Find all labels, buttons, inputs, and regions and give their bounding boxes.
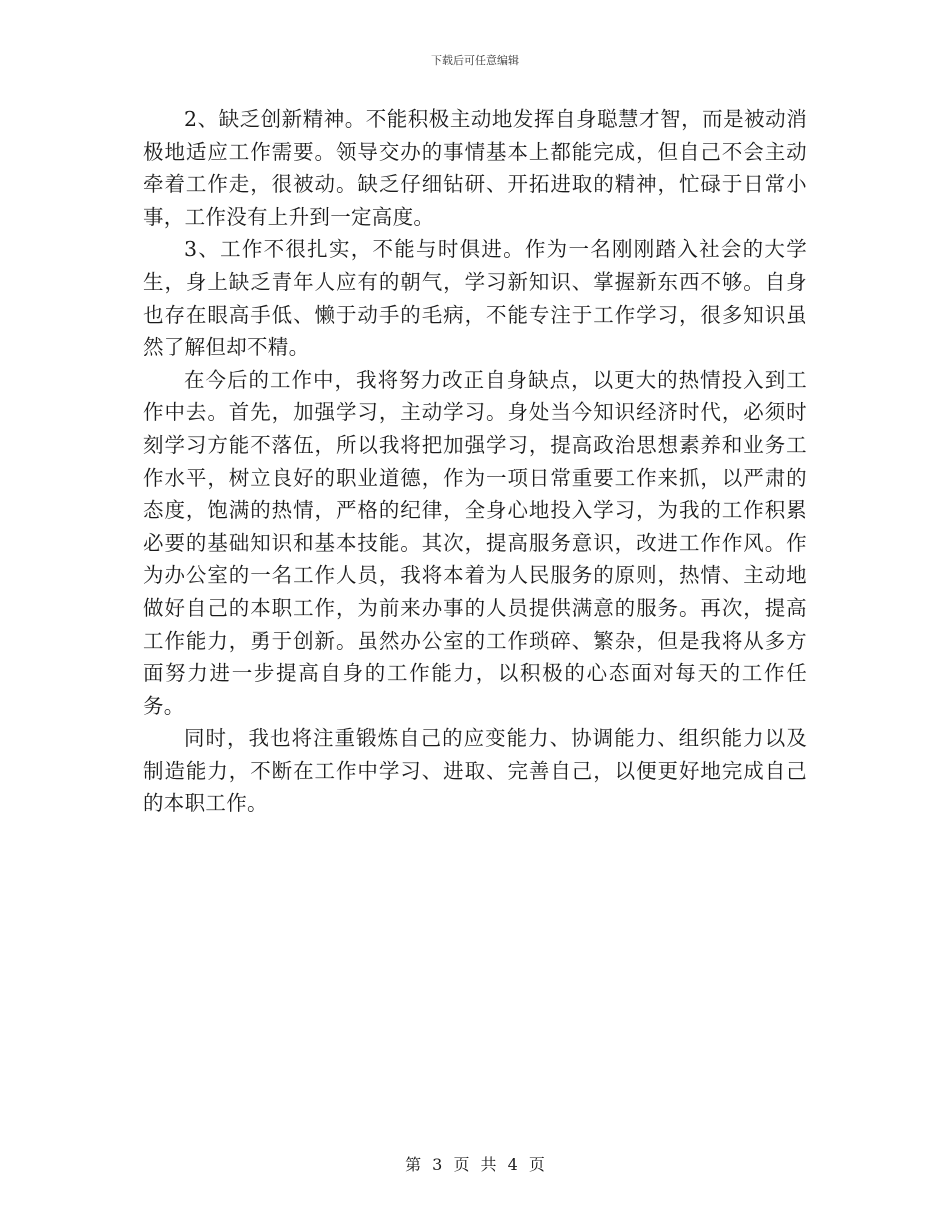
page-number: 第 3 页 共 4 页: [405, 1155, 545, 1174]
document-body: [143, 103, 807, 820]
paragraph-future-plan: 在今后的工作中，我将努力改正自身缺点，以更大的热情投入到工作中去。首先，加强学习，主动学习。身处当今知识经济时代，必须时刻学习方能不落伍，所以我将把加强学习，提高政治思想素养和业务工作水平，树立良好的职业道德，作为一项日常重要工作来抓，以严肃的态度，饱满的热情，严格的纪律，全身心地投入学习，为我的工作积累必要的基础知识和基本技能。其次，提高服务意识，改进工作作风。作为办公室的一名工作人员，我将本着为人民服务的原则，热情、主动地做好自己的本职工作，为前来办事的人员提供满意的服务。再次，提高工作能力，勇于创新。虽然办公室的工作琐碎、繁杂，但是我将从多方面努力进一步提高自身的工作能力，以积极的心态面对每天的工作任务。: [143, 367, 807, 718]
paragraph-item-3: 3、工作不很扎实，不能与时俱进。作为一名刚刚踏入社会的大学生，身上缺乏青年人应有的朝气，学习新知识、掌握新东西不够。自身也存在眼高手低、懒于动手的毛病，不能专注于工作学习，很多知识虽然了解但却不精。: [143, 237, 807, 360]
page-header: 下载后可任意编辑: [431, 54, 519, 67]
paragraph-conclusion: 同时，我也将注重锻炼自己的应变能力、协调能力、组织能力以及制造能力，不断在工作中学习、进取、完善自己，以便更好地完成自己的本职工作。: [143, 726, 807, 816]
paragraph-item-2: 2、缺乏创新精神。不能积极主动地发挥自身聪慧才智，而是被动消极地适应工作需要。领导交办的事情基本上都能完成，但自己不会主动牵着工作走，很被动。缺乏仔细钻研、开拓进取的精神，忙碌于日常小事，工作没有上升到一定高度。: [143, 107, 807, 229]
